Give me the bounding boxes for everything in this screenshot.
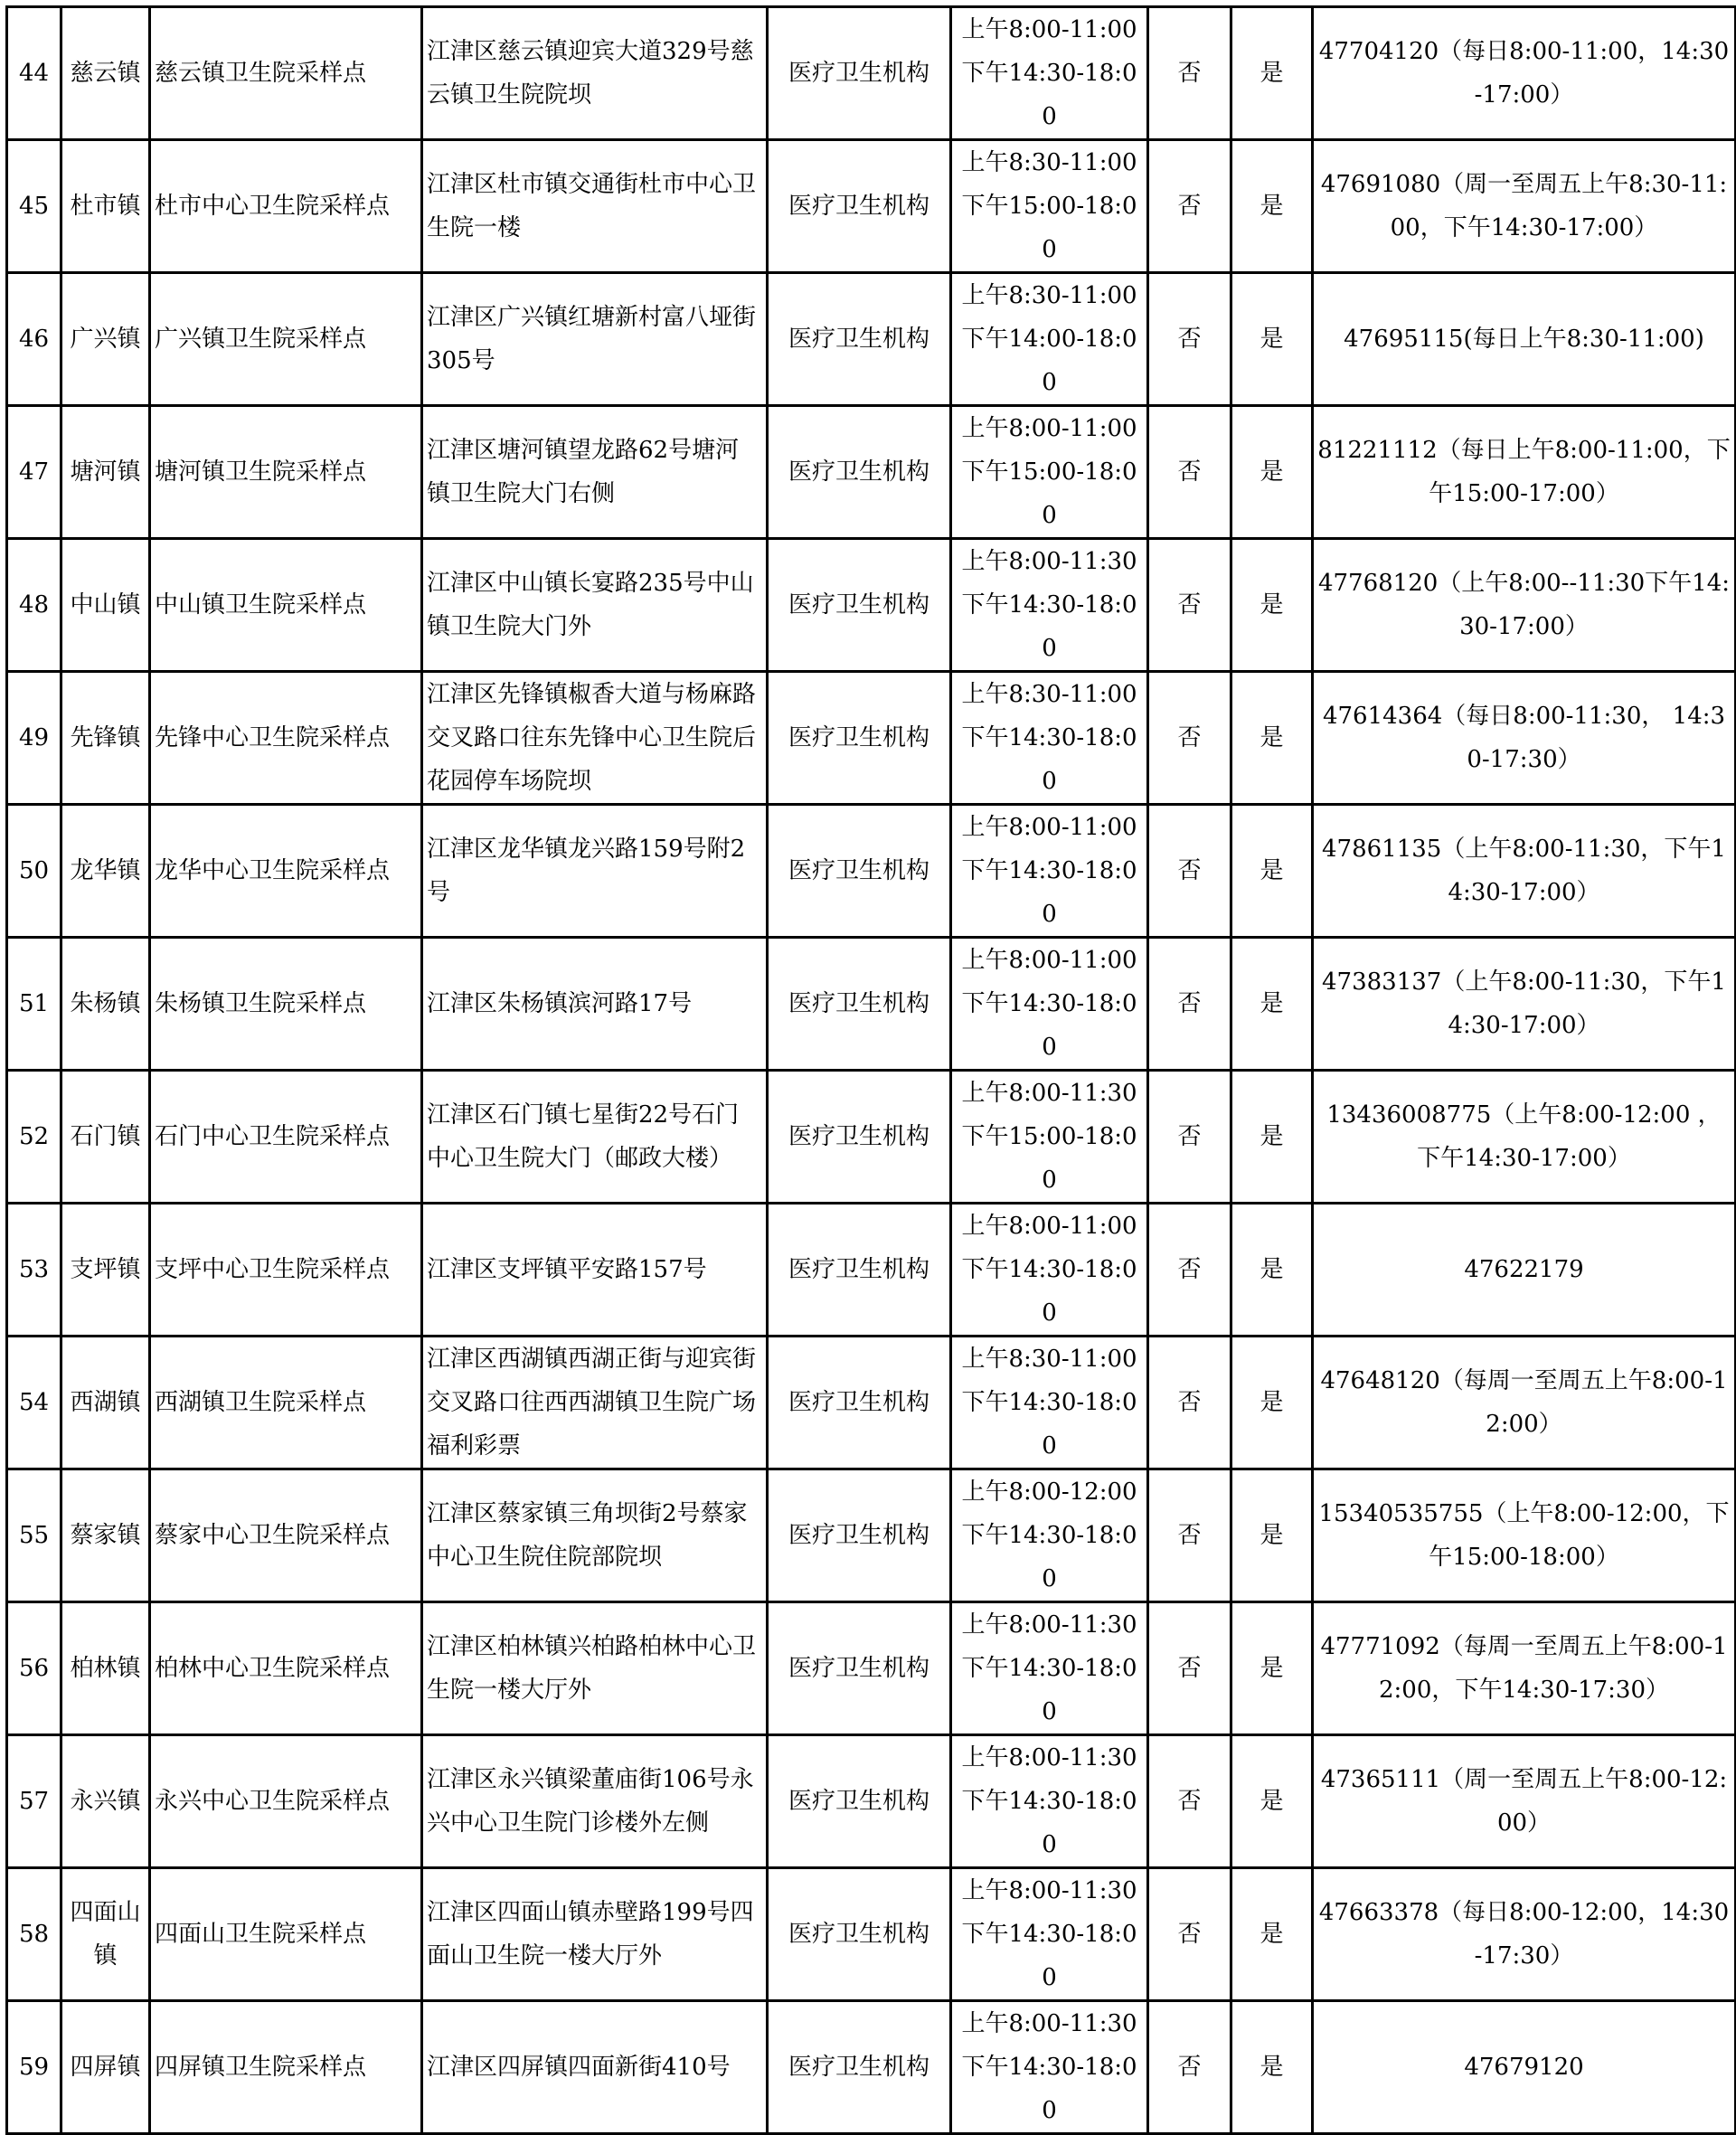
address-cell: 江津区龙华镇龙兴路159号附2号 bbox=[422, 805, 768, 938]
hours-afternoon: 下午14:30-18:00 bbox=[961, 1788, 1137, 1858]
service-hours-cell bbox=[951, 672, 1148, 805]
flag-no-cell: 否 bbox=[1148, 672, 1231, 805]
hours-morning: 上午8:00-11:30 bbox=[961, 1744, 1137, 1771]
town-cell: 四面山镇 bbox=[61, 1868, 150, 2001]
hours-afternoon: 下午14:30-18:00 bbox=[961, 990, 1137, 1061]
address-cell: 江津区杜市镇交通街杜市中心卫生院一楼 bbox=[422, 140, 768, 273]
row-number-cell: 55 bbox=[7, 1469, 61, 1602]
site-type-cell: 医疗卫生机构 bbox=[768, 1204, 951, 1337]
service-hours-cell bbox=[951, 1204, 1148, 1337]
service-hours-cell bbox=[951, 140, 1148, 273]
row-number-cell: 52 bbox=[7, 1071, 61, 1204]
row-number-cell: 44 bbox=[7, 7, 61, 140]
hours-afternoon: 下午15:00-18:00 bbox=[961, 1123, 1137, 1194]
flag-yes-cell: 是 bbox=[1231, 1071, 1313, 1204]
town-cell: 柏林镇 bbox=[61, 1602, 150, 1735]
service-hours-cell bbox=[951, 1602, 1148, 1735]
address-cell: 江津区先锋镇椒香大道与杨麻路交叉路口往东先锋中心卫生院后花园停车场院坝 bbox=[422, 672, 768, 805]
phone-cell: 47691080（周一至周五上午8:30-11:00，下午14:30-17:00） bbox=[1313, 140, 1736, 273]
hours-morning: 上午8:00-11:30 bbox=[961, 1877, 1137, 1904]
hours-morning: 上午8:00-11:30 bbox=[961, 1080, 1137, 1107]
table-row bbox=[7, 1735, 1736, 1868]
address-cell: 江津区永兴镇梁董庙街106号永兴中心卫生院门诊楼外左侧 bbox=[422, 1735, 768, 1868]
table-row bbox=[7, 1071, 1736, 1204]
flag-no-cell: 否 bbox=[1148, 273, 1231, 406]
site-name-cell: 石门中心卫生院采样点 bbox=[150, 1071, 422, 1204]
service-hours-cell bbox=[951, 273, 1148, 406]
table-row bbox=[7, 672, 1736, 805]
site-type-cell: 医疗卫生机构 bbox=[768, 938, 951, 1071]
hours-morning: 上午8:00-11:00 bbox=[961, 814, 1137, 841]
hours-morning: 上午8:00-11:30 bbox=[961, 548, 1137, 575]
table-row bbox=[7, 539, 1736, 672]
phone-cell: 47648120（每周一至周五上午8:00-12:00） bbox=[1313, 1337, 1736, 1469]
phone-cell: 13436008775（上午8:00-12:00 ，下午14:30-17:00） bbox=[1313, 1071, 1736, 1204]
town-cell: 中山镇 bbox=[61, 539, 150, 672]
address-cell: 江津区蔡家镇三角坝街2号蔡家中心卫生院住院部院坝 bbox=[422, 1469, 768, 1602]
hours-afternoon: 下午14:30-18:00 bbox=[961, 1389, 1137, 1460]
site-name-cell: 四屏镇卫生院采样点 bbox=[150, 2001, 422, 2134]
flag-yes-cell: 是 bbox=[1231, 1337, 1313, 1469]
table-row bbox=[7, 1602, 1736, 1735]
flag-yes-cell: 是 bbox=[1231, 2001, 1313, 2134]
address-cell: 江津区中山镇长宴路235号中山镇卫生院大门外 bbox=[422, 539, 768, 672]
flag-no-cell: 否 bbox=[1148, 1735, 1231, 1868]
site-name-cell: 蔡家中心卫生院采样点 bbox=[150, 1469, 422, 1602]
row-number-cell: 53 bbox=[7, 1204, 61, 1337]
address-cell: 江津区朱杨镇滨河路17号 bbox=[422, 938, 768, 1071]
hours-morning: 上午8:00-12:00 bbox=[961, 1478, 1137, 1506]
address-cell: 江津区四屏镇四面新街410号 bbox=[422, 2001, 768, 2134]
table-row bbox=[7, 1204, 1736, 1337]
site-name-cell: 西湖镇卫生院采样点 bbox=[150, 1337, 422, 1469]
site-type-cell: 医疗卫生机构 bbox=[768, 7, 951, 140]
flag-yes-cell: 是 bbox=[1231, 805, 1313, 938]
row-number-cell: 54 bbox=[7, 1337, 61, 1469]
flag-no-cell: 否 bbox=[1148, 406, 1231, 539]
flag-no-cell: 否 bbox=[1148, 1071, 1231, 1204]
hours-afternoon: 下午14:30-18:00 bbox=[961, 1655, 1137, 1725]
flag-no-cell: 否 bbox=[1148, 539, 1231, 672]
service-hours-cell bbox=[951, 7, 1148, 140]
hours-afternoon: 下午14:30-18:00 bbox=[961, 591, 1137, 662]
site-name-cell: 杜市中心卫生院采样点 bbox=[150, 140, 422, 273]
flag-no-cell: 否 bbox=[1148, 140, 1231, 273]
site-type-cell: 医疗卫生机构 bbox=[768, 273, 951, 406]
row-number-cell: 56 bbox=[7, 1602, 61, 1735]
hours-morning: 上午8:00-11:00 bbox=[961, 415, 1137, 442]
phone-cell: 47383137（上午8:00-11:30，下午14:30-17:00） bbox=[1313, 938, 1736, 1071]
row-number-cell: 47 bbox=[7, 406, 61, 539]
phone-cell: 15340535755（上午8:00-12:00，下午15:00-18:00） bbox=[1313, 1469, 1736, 1602]
service-hours-cell bbox=[951, 938, 1148, 1071]
phone-cell: 47679120 bbox=[1313, 2001, 1736, 2134]
service-hours-cell bbox=[951, 805, 1148, 938]
testing-site-table bbox=[5, 5, 1736, 2135]
flag-no-cell: 否 bbox=[1148, 1868, 1231, 2001]
flag-yes-cell: 是 bbox=[1231, 140, 1313, 273]
town-cell: 四屏镇 bbox=[61, 2001, 150, 2134]
service-hours-cell bbox=[951, 1071, 1148, 1204]
site-name-cell: 四面山卫生院采样点 bbox=[150, 1868, 422, 2001]
flag-yes-cell: 是 bbox=[1231, 1868, 1313, 2001]
flag-yes-cell: 是 bbox=[1231, 539, 1313, 672]
flag-no-cell: 否 bbox=[1148, 1204, 1231, 1337]
site-type-cell: 医疗卫生机构 bbox=[768, 2001, 951, 2134]
site-type-cell: 医疗卫生机构 bbox=[768, 1337, 951, 1469]
table-row bbox=[7, 1337, 1736, 1469]
row-number-cell: 48 bbox=[7, 539, 61, 672]
site-type-cell: 医疗卫生机构 bbox=[768, 1602, 951, 1735]
row-number-cell: 50 bbox=[7, 805, 61, 938]
phone-cell: 47771092（每周一至周五上午8:00-12:00，下午14:30-17:30） bbox=[1313, 1602, 1736, 1735]
flag-no-cell: 否 bbox=[1148, 805, 1231, 938]
town-cell: 永兴镇 bbox=[61, 1735, 150, 1868]
site-type-cell: 医疗卫生机构 bbox=[768, 539, 951, 672]
site-name-cell: 朱杨镇卫生院采样点 bbox=[150, 938, 422, 1071]
site-name-cell: 龙华中心卫生院采样点 bbox=[150, 805, 422, 938]
hours-afternoon: 下午15:00-18:00 bbox=[961, 193, 1137, 263]
flag-yes-cell: 是 bbox=[1231, 273, 1313, 406]
town-cell: 西湖镇 bbox=[61, 1337, 150, 1469]
site-name-cell: 先锋中心卫生院采样点 bbox=[150, 672, 422, 805]
phone-cell: 47861135（上午8:00-11:30，下午14:30-17:00） bbox=[1313, 805, 1736, 938]
hours-afternoon: 下午14:30-18:00 bbox=[961, 1256, 1137, 1327]
service-hours-cell bbox=[951, 1337, 1148, 1469]
flag-no-cell: 否 bbox=[1148, 938, 1231, 1071]
site-name-cell: 永兴中心卫生院采样点 bbox=[150, 1735, 422, 1868]
row-number-cell: 59 bbox=[7, 2001, 61, 2134]
site-type-cell: 医疗卫生机构 bbox=[768, 406, 951, 539]
site-type-cell: 医疗卫生机构 bbox=[768, 805, 951, 938]
table-row bbox=[7, 1868, 1736, 2001]
address-cell: 江津区四面山镇赤壁路199号四面山卫生院一楼大厅外 bbox=[422, 1868, 768, 2001]
phone-cell: 47622179 bbox=[1313, 1204, 1736, 1337]
service-hours-cell bbox=[951, 1868, 1148, 2001]
site-type-cell: 医疗卫生机构 bbox=[768, 140, 951, 273]
hours-afternoon: 下午15:00-18:00 bbox=[961, 458, 1137, 529]
row-number-cell: 58 bbox=[7, 1868, 61, 2001]
site-type-cell: 医疗卫生机构 bbox=[768, 1071, 951, 1204]
town-cell: 塘河镇 bbox=[61, 406, 150, 539]
hours-morning: 上午8:00-11:00 bbox=[961, 1213, 1137, 1240]
address-cell: 江津区慈云镇迎宾大道329号慈云镇卫生院院坝 bbox=[422, 7, 768, 140]
hours-morning: 上午8:30-11:00 bbox=[961, 1346, 1137, 1373]
town-cell: 蔡家镇 bbox=[61, 1469, 150, 1602]
site-type-cell: 医疗卫生机构 bbox=[768, 1469, 951, 1602]
service-hours-cell bbox=[951, 1469, 1148, 1602]
hours-afternoon: 下午14:30-18:00 bbox=[961, 857, 1137, 928]
table-row bbox=[7, 7, 1736, 140]
address-cell: 江津区西湖镇西湖正街与迎宾街交叉路口往西西湖镇卫生院广场福利彩票 bbox=[422, 1337, 768, 1469]
phone-cell: 47704120（每日8:00-11:00，14:30-17:00） bbox=[1313, 7, 1736, 140]
hours-morning: 上午8:00-11:30 bbox=[961, 1611, 1137, 1639]
site-name-cell: 中山镇卫生院采样点 bbox=[150, 539, 422, 672]
hours-morning: 上午8:30-11:00 bbox=[961, 681, 1137, 708]
table-row bbox=[7, 938, 1736, 1071]
site-name-cell: 支坪中心卫生院采样点 bbox=[150, 1204, 422, 1337]
hours-afternoon: 下午14:30-18:00 bbox=[961, 60, 1137, 130]
row-number-cell: 46 bbox=[7, 273, 61, 406]
town-cell: 石门镇 bbox=[61, 1071, 150, 1204]
site-type-cell: 医疗卫生机构 bbox=[768, 1735, 951, 1868]
phone-cell: 47614364（每日8:00-11:30， 14:30-17:30） bbox=[1313, 672, 1736, 805]
phone-cell: 47695115(每日上午8:30-11:00) bbox=[1313, 273, 1736, 406]
row-number-cell: 45 bbox=[7, 140, 61, 273]
flag-no-cell: 否 bbox=[1148, 1337, 1231, 1469]
site-type-cell: 医疗卫生机构 bbox=[768, 672, 951, 805]
hours-afternoon: 下午14:00-18:00 bbox=[961, 326, 1137, 396]
address-cell: 江津区柏林镇兴柏路柏林中心卫生院一楼大厅外 bbox=[422, 1602, 768, 1735]
flag-yes-cell: 是 bbox=[1231, 672, 1313, 805]
flag-yes-cell: 是 bbox=[1231, 1469, 1313, 1602]
town-cell: 朱杨镇 bbox=[61, 938, 150, 1071]
hours-morning: 上午8:30-11:00 bbox=[961, 282, 1137, 309]
town-cell: 慈云镇 bbox=[61, 7, 150, 140]
flag-no-cell: 否 bbox=[1148, 1602, 1231, 1735]
flag-yes-cell: 是 bbox=[1231, 1204, 1313, 1337]
table-row bbox=[7, 805, 1736, 938]
hours-afternoon: 下午14:30-18:00 bbox=[961, 2054, 1137, 2124]
service-hours-cell bbox=[951, 406, 1148, 539]
flag-no-cell: 否 bbox=[1148, 1469, 1231, 1602]
service-hours-cell bbox=[951, 539, 1148, 672]
hours-morning: 上午8:30-11:00 bbox=[961, 149, 1137, 176]
flag-yes-cell: 是 bbox=[1231, 938, 1313, 1071]
phone-cell: 81221112（每日上午8:00-11:00，下午15:00-17:00） bbox=[1313, 406, 1736, 539]
hours-afternoon: 下午14:30-18:00 bbox=[961, 724, 1137, 795]
row-number-cell: 49 bbox=[7, 672, 61, 805]
address-cell: 江津区支坪镇平安路157号 bbox=[422, 1204, 768, 1337]
flag-yes-cell: 是 bbox=[1231, 1602, 1313, 1735]
hours-morning: 上午8:00-11:30 bbox=[961, 2010, 1137, 2037]
table-body bbox=[7, 7, 1736, 2134]
town-cell: 先锋镇 bbox=[61, 672, 150, 805]
hours-morning: 上午8:00-11:00 bbox=[961, 947, 1137, 974]
site-name-cell: 塘河镇卫生院采样点 bbox=[150, 406, 422, 539]
flag-no-cell: 否 bbox=[1148, 7, 1231, 140]
row-number-cell: 51 bbox=[7, 938, 61, 1071]
table-row bbox=[7, 406, 1736, 539]
site-type-cell: 医疗卫生机构 bbox=[768, 1868, 951, 2001]
phone-cell: 47768120（上午8:00--11:30下午14:30-17:00） bbox=[1313, 539, 1736, 672]
site-name-cell: 广兴镇卫生院采样点 bbox=[150, 273, 422, 406]
town-cell: 杜市镇 bbox=[61, 140, 150, 273]
address-cell: 江津区石门镇七星街22号石门中心卫生院大门（邮政大楼） bbox=[422, 1071, 768, 1204]
table-row bbox=[7, 1469, 1736, 1602]
site-name-cell: 慈云镇卫生院采样点 bbox=[150, 7, 422, 140]
hours-morning: 上午8:00-11:00 bbox=[961, 16, 1137, 43]
address-cell: 江津区广兴镇红塘新村富八垭街305号 bbox=[422, 273, 768, 406]
flag-yes-cell: 是 bbox=[1231, 1735, 1313, 1868]
phone-cell: 47365111（周一至周五上午8:00-12:00） bbox=[1313, 1735, 1736, 1868]
town-cell: 龙华镇 bbox=[61, 805, 150, 938]
service-hours-cell bbox=[951, 2001, 1148, 2134]
table-row bbox=[7, 273, 1736, 406]
flag-yes-cell: 是 bbox=[1231, 406, 1313, 539]
service-hours-cell bbox=[951, 1735, 1148, 1868]
row-number-cell: 57 bbox=[7, 1735, 61, 1868]
flag-no-cell: 否 bbox=[1148, 2001, 1231, 2134]
hours-afternoon: 下午14:30-18:00 bbox=[961, 1921, 1137, 1991]
flag-yes-cell: 是 bbox=[1231, 7, 1313, 140]
hours-afternoon: 下午14:30-18:00 bbox=[961, 1522, 1137, 1592]
town-cell: 支坪镇 bbox=[61, 1204, 150, 1337]
site-name-cell: 柏林中心卫生院采样点 bbox=[150, 1602, 422, 1735]
table-row bbox=[7, 140, 1736, 273]
table-row bbox=[7, 2001, 1736, 2134]
address-cell: 江津区塘河镇望龙路62号塘河镇卫生院大门右侧 bbox=[422, 406, 768, 539]
town-cell: 广兴镇 bbox=[61, 273, 150, 406]
phone-cell: 47663378（每日8:00-12:00，14:30-17:30） bbox=[1313, 1868, 1736, 2001]
